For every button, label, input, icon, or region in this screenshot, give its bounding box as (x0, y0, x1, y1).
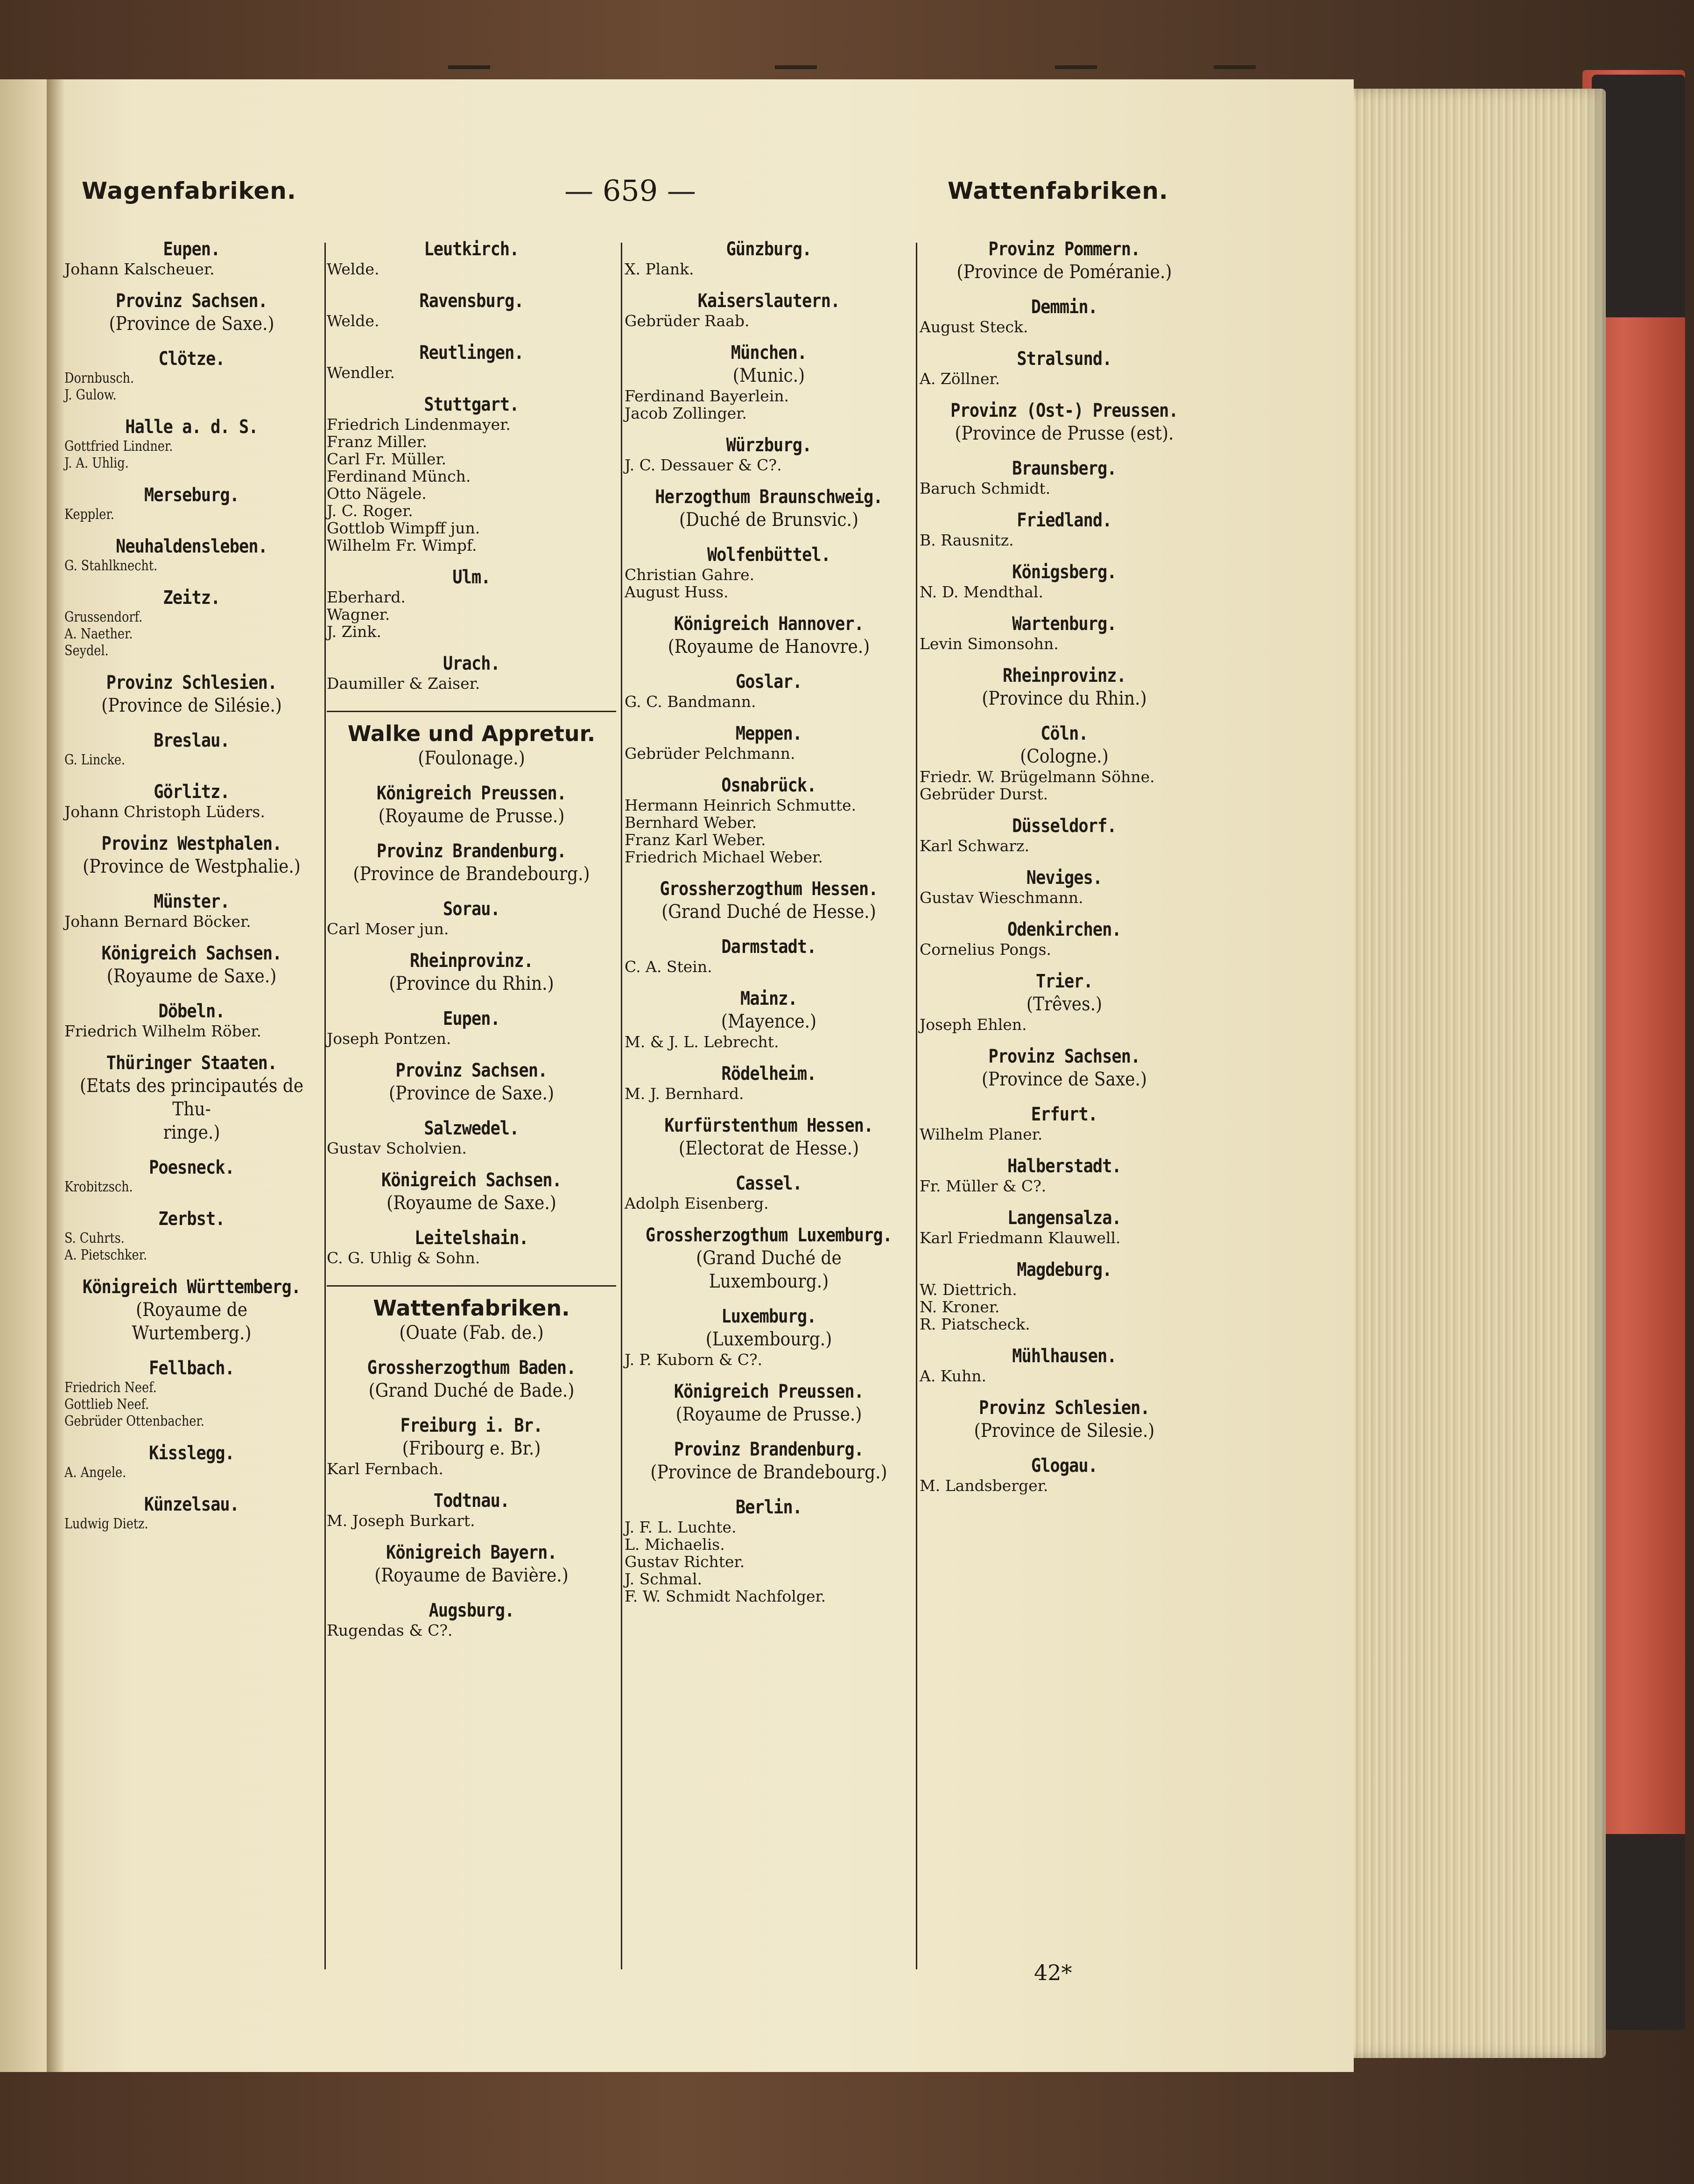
place-heading: Düsseldorf. (1012, 815, 1117, 837)
category-heading: Wattenfabriken. (373, 1295, 570, 1321)
place-heading: Cöln. (1040, 723, 1088, 744)
place-heading: Rödelheim. (721, 1063, 816, 1085)
place-heading: Döbeln. (158, 1001, 225, 1022)
firm-name: A. Angele. (64, 1464, 127, 1481)
firm-name: Gebrüder Durst. (920, 785, 1048, 803)
firm-name: Wagner. (327, 605, 390, 623)
firm-name: L. Michaelis. (625, 1535, 725, 1554)
running-head-left: Wagenfabriken. (82, 177, 296, 204)
firm-name: J. Gulow. (64, 387, 117, 403)
firm-name: Karl Fernbach. (327, 1460, 443, 1478)
place-heading: Stralsund. (1017, 348, 1112, 370)
translation: (Province de Brandebourg.) (650, 1462, 887, 1483)
section-rule (327, 1285, 616, 1287)
firm-name: G. Stahlknecht. (64, 558, 158, 574)
place-heading: Leitelshain. (415, 1227, 528, 1249)
place-heading: Königreich Hannover. (674, 613, 864, 635)
firm-name: Bernhard Weber. (625, 813, 757, 832)
place-heading: Provinz Brandenburg. (674, 1439, 864, 1460)
place-heading: Provinz Westphalen. (101, 833, 282, 854)
firm-name: Cornelius Pongs. (920, 940, 1051, 959)
translation: (Grand Duché de Bade.) (368, 1380, 575, 1401)
firm-name: Ludwig Dietz. (64, 1516, 148, 1532)
translation: (Trêves.) (1026, 994, 1103, 1015)
firm-name: August Huss. (625, 583, 729, 601)
place-heading: Görlitz. (154, 781, 230, 803)
place-heading: Breslau. (154, 730, 230, 751)
place-heading: Grossherzogthum Hessen. (660, 878, 878, 900)
firm-name: J. C. Roger. (327, 502, 413, 520)
page-stack-edges (1344, 89, 1606, 2058)
place-heading: Grossherzogthum Luxemburg. (645, 1225, 893, 1246)
place-heading: Provinz Schlesien. (979, 1397, 1150, 1419)
place-heading: Herzogthum Braunschweig. (655, 486, 883, 508)
place-heading: Trier. (1036, 971, 1093, 992)
translation: (Royaume de Saxe.) (106, 966, 277, 987)
firm-name: Karl Friedmann Klauwell. (920, 1229, 1121, 1247)
translation: (Royaume de Wurtemberg.) (132, 1299, 252, 1344)
place-heading: Provinz Pommern. (988, 238, 1140, 260)
place-heading: Luxemburg. (721, 1306, 816, 1327)
place-heading: Halle a. d. S. (125, 416, 258, 438)
firm-name: A. Pietschker. (64, 1247, 148, 1263)
firm-name: August Steck. (920, 318, 1028, 336)
place-heading: Königreich Sachsen. (381, 1169, 562, 1191)
place-heading: Königreich Württemberg. (82, 1276, 301, 1298)
running-head-right: Wattenfabriken. (948, 177, 1168, 204)
firm-name: M. J. Bernhard. (625, 1085, 744, 1103)
translation: (Province de Prusse (est). (955, 423, 1174, 444)
firm-name: J. A. Uhlig. (64, 455, 129, 471)
translation: (Grand Duché de Hesse.) (661, 901, 876, 923)
translation: (Province de Brandebourg.) (353, 863, 590, 885)
firm-name: Karl Schwarz. (920, 837, 1030, 855)
place-heading: Meppen. (735, 723, 802, 744)
firm-name: R. Piatscheck. (920, 1315, 1030, 1333)
place-heading: Kisslegg. (149, 1442, 234, 1464)
translation: (Royaume de Bavière.) (374, 1565, 569, 1586)
firm-name: Krobitzsch. (64, 1179, 133, 1195)
place-heading: Provinz Sachsen. (988, 1046, 1140, 1067)
place-heading: Erfurt. (1031, 1104, 1098, 1125)
firm-name: Johann Kalscheuer. (64, 260, 215, 278)
place-heading: Ulm. (452, 567, 491, 588)
firm-name: Ferdinand Münch. (327, 467, 471, 485)
firm-name: Joseph Ehlen. (920, 1015, 1027, 1034)
place-heading: Magdeburg. (1017, 1259, 1112, 1281)
firm-name: N. Kroner. (920, 1298, 1000, 1316)
place-heading: Königreich Preussen. (674, 1381, 864, 1402)
column-1 (64, 238, 319, 1533)
firm-name: Franz Miller. (327, 433, 428, 451)
category-heading: Walke und Appretur. (347, 721, 596, 746)
translation: (Royaume de Prusse.) (675, 1404, 862, 1425)
translation: (Cologne.) (1020, 746, 1109, 767)
firm-name: Carl Moser jun. (327, 920, 449, 938)
place-heading: Künzelsau. (144, 1494, 239, 1515)
place-heading: Sorau. (443, 898, 500, 920)
left-page-edge (0, 79, 54, 2072)
place-heading: Kurfürstenthum Hessen. (664, 1115, 873, 1136)
place-heading: Provinz (Ost-) Preussen. (950, 400, 1178, 421)
place-heading: Zeitz. (163, 587, 220, 609)
firm-name: S. Cuhrts. (64, 1230, 125, 1246)
firm-name: Keppler. (64, 506, 114, 523)
firm-name: Gustav Richter. (625, 1553, 745, 1571)
firm-name: Gottlob Wimpff jun. (327, 519, 480, 537)
firm-name: Rugendas & C?. (327, 1621, 453, 1639)
place-heading: Clötze. (158, 348, 225, 370)
place-heading: München. (731, 342, 807, 364)
firm-name: Grussendorf. (64, 609, 143, 625)
page-number: — 659 — (564, 174, 696, 208)
place-heading: Kaiserslautern. (697, 290, 840, 312)
place-heading: Eupen. (163, 238, 220, 260)
place-heading: Goslar. (735, 671, 802, 693)
place-heading: Leutkirch. (424, 238, 519, 260)
firm-name: Gustav Scholvien. (327, 1139, 467, 1157)
place-heading: Halberstadt. (1007, 1155, 1121, 1177)
translation: ringe.) (163, 1122, 220, 1143)
place-heading: Merseburg. (144, 484, 239, 506)
signature-mark: 42* (1034, 1960, 1072, 1985)
place-heading: Osnabrück. (721, 775, 816, 796)
firm-name: W. Diettrich. (920, 1281, 1017, 1299)
firm-name: C. G. Uhlig & Sohn. (327, 1249, 480, 1267)
place-heading: Langensalza. (1007, 1207, 1121, 1229)
firm-name: Franz Karl Weber. (625, 831, 766, 849)
place-heading: Poesneck. (149, 1157, 234, 1178)
firm-name: Friedrich Neef. (64, 1379, 157, 1396)
cover-corner-top (1592, 75, 1685, 317)
column-4 (920, 238, 1209, 1494)
place-heading: Freiburg i. Br. (400, 1415, 543, 1436)
firm-name: N. D. Mendthal. (920, 583, 1043, 601)
column-divider (916, 243, 917, 1969)
firm-name: Wilhelm Fr. Wimpf. (327, 536, 477, 554)
firm-name: A. Zöllner. (920, 370, 1000, 388)
firm-name: Gebrüder Pelchmann. (625, 744, 795, 763)
place-heading: Rheinprovinz. (409, 950, 534, 972)
translation: (Royaume de Prusse.) (378, 805, 565, 827)
translation: (Province de Westphalie.) (83, 856, 301, 877)
place-heading: Königsberg. (1012, 561, 1117, 583)
place-heading: Königreich Bayern. (386, 1542, 557, 1563)
place-heading: Odenkirchen. (1007, 919, 1121, 940)
place-heading: Neviges. (1026, 867, 1103, 889)
scan-mark (448, 65, 490, 69)
firm-name: J. P. Kuborn & C?. (625, 1351, 763, 1369)
translation: (Duché de Brunsvic.) (679, 509, 858, 531)
place-heading: Stuttgart. (424, 394, 519, 415)
place-heading: Provinz Sachsen. (395, 1060, 548, 1081)
translation: (Grand Duché de Luxembourg.) (696, 1247, 842, 1292)
place-heading: Wolfenbüttel. (707, 544, 831, 566)
translation: (Luxembourg.) (705, 1329, 832, 1350)
firm-name: Johann Bernard Böcker. (64, 912, 251, 931)
place-heading: Demmin. (1031, 296, 1098, 318)
scan-mark (1214, 65, 1256, 69)
translation: (Province de Saxe.) (388, 1083, 555, 1104)
firm-name: Gustav Wieschmann. (920, 889, 1083, 907)
firm-name: G. Lincke. (64, 752, 126, 768)
translation: (Mayence.) (721, 1011, 817, 1032)
section-rule (327, 711, 616, 712)
place-heading: Berlin. (735, 1497, 802, 1518)
firm-name: B. Rausnitz. (920, 531, 1014, 549)
translation: (Province du Rhin.) (389, 973, 554, 994)
firm-name: Otto Nägele. (327, 484, 427, 503)
firm-name: Ferdinand Bayerlein. (625, 387, 789, 405)
place-heading: Salzwedel. (424, 1118, 519, 1139)
translation: (Province de Poméranie.) (956, 261, 1172, 283)
column-divider (324, 243, 326, 1969)
firm-name: Jacob Zollinger. (625, 404, 747, 422)
firm-name: Friedrich Michael Weber. (625, 848, 823, 866)
place-heading: Günzburg. (726, 238, 812, 260)
firm-name: Fr. Müller & C?. (920, 1177, 1047, 1195)
place-heading: Rheinprovinz. (1002, 665, 1126, 686)
firm-name: M. Joseph Burkart. (327, 1512, 475, 1530)
firm-name: M. Landsberger. (920, 1477, 1048, 1495)
firm-name: Hermann Heinrich Schmutte. (625, 796, 857, 814)
firm-name: Adolph Eisenberg. (625, 1194, 769, 1212)
place-heading: Neuhaldensleben. (116, 536, 267, 557)
firm-name: Wilhelm Planer. (920, 1125, 1043, 1143)
translation: (Province de Saxe.) (981, 1069, 1147, 1090)
place-heading: Augsburg. (429, 1600, 514, 1621)
place-heading: Friedland. (1017, 510, 1112, 531)
firm-name: J. F. L. Luchte. (625, 1518, 737, 1536)
place-heading: Provinz Brandenburg. (376, 840, 567, 862)
place-heading: Mühlhausen. (1012, 1345, 1117, 1367)
firm-name: Friedrich Lindenmayer. (327, 415, 511, 434)
place-heading: Todtnau. (433, 1490, 510, 1512)
place-heading: Wartenburg. (1012, 613, 1117, 635)
firm-name: M. & J. L. Lebrecht. (625, 1033, 779, 1051)
firm-name: Friedrich Wilhelm Röber. (64, 1022, 262, 1040)
translation: (Royaume de Saxe.) (387, 1192, 556, 1214)
place-heading: Eupen. (443, 1008, 500, 1029)
translation: (Province de Saxe.) (109, 313, 274, 335)
translation: (Etats des principautés de Thu- (79, 1075, 304, 1120)
scan-mark (775, 65, 817, 69)
place-heading: Provinz Schlesien. (106, 672, 277, 693)
firm-name: Seydel. (64, 643, 109, 659)
translation: (Electorat de Hesse.) (678, 1138, 859, 1159)
firm-name: Gottlieb Neef. (64, 1396, 149, 1413)
firm-name: Baruch Schmidt. (920, 479, 1051, 497)
firm-name: X. Plank. (625, 260, 694, 278)
place-heading: Zerbst. (158, 1208, 225, 1230)
place-heading: Braunsberg. (1012, 458, 1117, 479)
firm-name: Dornbusch. (64, 370, 134, 386)
place-heading: Münster. (154, 891, 230, 912)
place-heading: Provinz Sachsen. (116, 290, 267, 312)
translation: (Royaume de Hanovre.) (668, 636, 870, 658)
firm-name: J. Zink. (327, 623, 381, 641)
firm-name: C. A. Stein. (625, 958, 712, 976)
firm-name: Christian Gahre. (625, 566, 755, 584)
place-heading: Darmstadt. (721, 936, 816, 958)
firm-name: Joseph Pontzen. (327, 1029, 451, 1048)
column-divider (621, 243, 622, 1969)
place-heading: Reutlingen. (419, 342, 524, 364)
translation: (Munic.) (732, 365, 805, 386)
firm-name: Friedr. W. Brügelmann Söhne. (920, 768, 1155, 786)
firm-name: Eberhard. (327, 588, 406, 606)
translation: (Province du Rhin.) (982, 688, 1147, 709)
firm-name: A. Naether. (64, 626, 133, 642)
firm-name: J. C. Dessauer & C?. (625, 456, 782, 474)
firm-name: Welde. (327, 312, 380, 330)
firm-name: Wendler. (327, 364, 395, 382)
firm-name: Gottfried Lindner. (64, 438, 173, 455)
place-heading: Würzburg. (726, 434, 812, 456)
firm-name: G. C. Bandmann. (625, 693, 756, 711)
firm-name: Gebrüder Raab. (625, 312, 750, 330)
firm-name: F. W. Schmidt Nachfolger. (625, 1587, 826, 1605)
firm-name: A. Kuhn. (920, 1367, 986, 1385)
firm-name: Johann Christoph Lüders. (64, 803, 265, 821)
firm-name: Daumiller & Zaiser. (327, 674, 480, 693)
place-heading: Urach. (443, 653, 500, 674)
firm-name: J. Schmal. (625, 1570, 702, 1588)
firm-name: Gebrüder Ottenbacher. (64, 1413, 204, 1429)
translation: (Ouate (Fab. de.) (399, 1322, 544, 1344)
column-2 (327, 238, 616, 1639)
place-heading: Grossherzogthum Baden. (367, 1357, 576, 1379)
firm-name: Carl Fr. Müller. (327, 450, 447, 468)
column-3 (625, 238, 913, 1605)
place-heading: Ravensburg. (419, 290, 524, 312)
book-gutter (47, 79, 65, 2072)
place-heading: Königreich Preussen. (376, 783, 567, 804)
scan-mark (1055, 65, 1097, 69)
translation: (Foulonage.) (418, 748, 525, 769)
translation: (Province de Silésie.) (101, 695, 282, 716)
firm-name: Levin Simonsohn. (920, 635, 1059, 653)
place-heading: Mainz. (740, 988, 797, 1009)
place-heading: Fellbach. (149, 1358, 234, 1379)
translation: (Fribourg e. Br.) (402, 1438, 541, 1459)
firm-name: Welde. (327, 260, 380, 278)
place-heading: Cassel. (735, 1173, 802, 1194)
place-heading: Thüringer Staaten. (106, 1052, 277, 1074)
place-heading: Glogau. (1031, 1455, 1098, 1477)
translation: (Province de Silesie.) (974, 1420, 1155, 1442)
place-heading: Königreich Sachsen. (101, 943, 282, 964)
